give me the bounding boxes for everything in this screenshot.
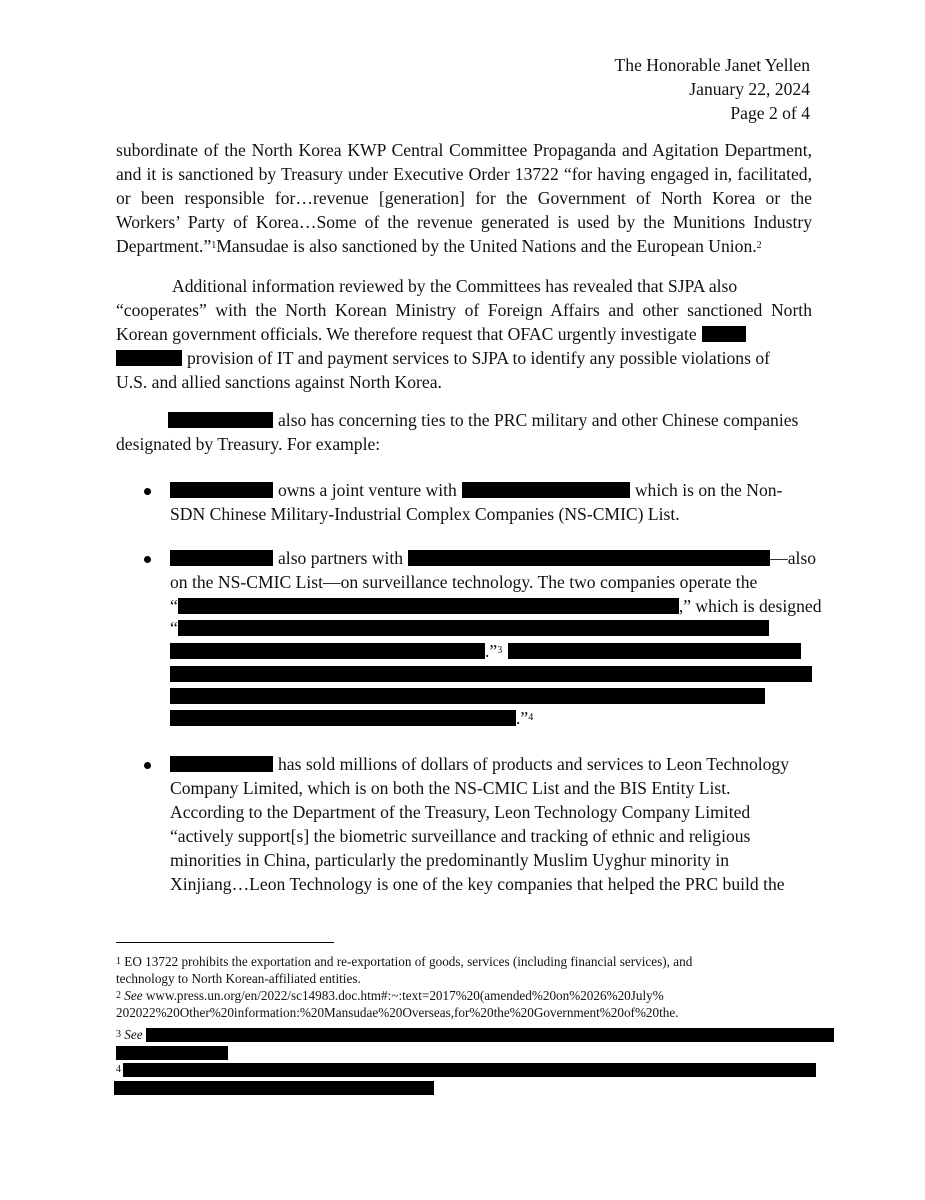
footnote-3: 3 See — [116, 1026, 834, 1043]
text: See — [124, 988, 143, 1003]
redaction — [170, 710, 516, 726]
redaction — [170, 666, 812, 682]
page-number: Page 2 of 4 — [730, 103, 810, 123]
redaction — [170, 550, 273, 566]
footnote-2: 2 See www.press.un.org/en/2022/sc14983.doc.htm#:~:text=2017%20(amended%20on%2026%20July% — [116, 988, 664, 1003]
redaction — [168, 412, 273, 428]
text-line: Workers’ Party of Korea…Some of the revenue generated is used by the Munitions Industry — [116, 212, 812, 232]
text-line: technology to North Korean-affiliated entities. — [116, 971, 361, 986]
redaction — [114, 1081, 434, 1095]
text: also has concerning ties to the PRC military and other Chinese companies — [278, 410, 799, 430]
redaction — [170, 756, 273, 772]
footnote-4: 4 — [116, 1061, 816, 1078]
text-line — [116, 323, 746, 345]
text-line — [168, 409, 798, 431]
text-line: on the NS-CMIC List—on surveillance technology. The two companies operate the — [170, 572, 758, 592]
text-line — [116, 347, 770, 369]
redaction — [702, 326, 746, 342]
text-line: or been responsible for…revenue [generation] for the Government of North Korea or the — [116, 188, 812, 208]
text-line: subordinate of the North Korea KWP Central Committee Propaganda and Agitation Department, — [116, 140, 812, 160]
footnote-1: 1 EO 13722 prohibits the exportation and re-exportation of goods, services (including financial services), and — [116, 954, 693, 969]
footnote-separator — [116, 942, 334, 943]
text: which is on the Non- — [634, 480, 783, 500]
text-line: .” 4 — [170, 707, 533, 729]
text: provision of IT and payment services to SJPA to identify any possible violations of — [187, 348, 770, 368]
text-line: Additional information reviewed by the Committees has revealed that SJPA also — [172, 276, 738, 296]
redaction — [508, 643, 801, 659]
text-line: SDN Chinese Military-Industrial Complex Companies (NS-CMIC) List. — [170, 504, 680, 524]
text-line — [170, 479, 782, 501]
text: See — [124, 1027, 143, 1042]
redaction — [123, 1063, 816, 1077]
text-line — [170, 685, 765, 707]
text: .” — [485, 641, 498, 661]
text-line — [170, 617, 769, 639]
recipient: The Honorable Janet Yellen — [614, 55, 810, 75]
bullet-icon — [144, 488, 151, 495]
redaction — [178, 598, 679, 614]
text-line — [170, 663, 812, 685]
date: January 22, 2024 — [689, 79, 810, 99]
text: Mansudae is also sanctioned by the United Nations and the European Union. — [216, 236, 757, 256]
text: “ — [170, 596, 178, 616]
redaction — [170, 482, 273, 498]
text-line: “cooperates” with the North Korean Ministry of Foreign Affairs and other sanctioned North — [116, 300, 812, 320]
text: “ — [170, 618, 178, 638]
text-line: designated by Treasury. For example: — [116, 434, 381, 454]
text-line: Department.” 1 Mansudae is also sanctioned by the United Nations and the European Union. 2 — [116, 236, 762, 256]
text-line: According to the Department of the Treasury, Leon Technology Company Limited — [170, 802, 751, 822]
text-line — [170, 547, 816, 569]
redaction — [146, 1028, 834, 1042]
text: ,” which is designed — [678, 596, 822, 616]
text-line — [116, 1044, 228, 1061]
redaction — [178, 620, 769, 636]
redaction — [170, 643, 485, 659]
redaction — [170, 688, 765, 704]
text: .” — [516, 708, 529, 728]
redaction — [462, 482, 630, 498]
text-line: .” 3 — [170, 640, 801, 662]
link[interactable]: www.press.un.org/en/2022/sc14983.doc.htm#:~:text=2017%20(amended%20on%2026%20July% — [145, 988, 664, 1003]
bullet-icon — [144, 762, 151, 769]
text-line — [114, 1079, 434, 1096]
text-line: “actively support[s] the biometric surveillance and tracking of ethnic and religious — [170, 826, 751, 846]
text: has sold millions of dollars of products and services to Leon Technology — [278, 754, 790, 774]
link[interactable]: 202022%20Other%20information:%20Mansudae%20Overseas,for%20the%20Government%20of%20the. — [116, 1005, 679, 1020]
text: —also — [770, 548, 817, 568]
text: Korean government officials. We therefore request that OFAC urgently investigate — [116, 324, 697, 344]
text: also partners with — [278, 548, 404, 568]
redaction — [116, 1046, 228, 1060]
text-line: and it is sanctioned by Treasury under Executive Order 13722 “for having engaged in, facilitated, — [116, 164, 812, 184]
bullet-icon — [144, 556, 151, 563]
text: owns a joint venture with — [278, 480, 457, 500]
redaction — [116, 350, 182, 366]
text: EO 13722 prohibits the exportation and re-exportation of goods, services (including financial services), and — [124, 954, 693, 969]
text: Department.” — [116, 236, 212, 256]
text-line: Company Limited, which is on both the NS-CMIC List and the BIS Entity List. — [170, 778, 731, 798]
text-line: Xinjiang…Leon Technology is one of the key companies that helped the PRC build the — [170, 874, 785, 894]
text-line: U.S. and allied sanctions against North Korea. — [116, 372, 442, 392]
text-line: minorities in China, particularly the predominantly Muslim Uyghur minority in — [170, 850, 730, 870]
text-line — [170, 753, 789, 775]
redaction — [408, 550, 770, 566]
text-line — [170, 595, 822, 617]
